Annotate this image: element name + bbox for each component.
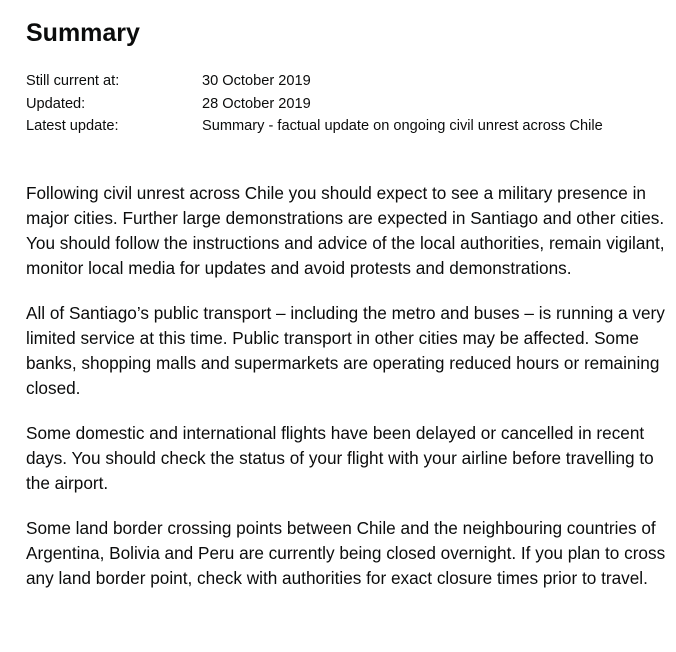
page-title: Summary (26, 19, 140, 47)
metadata-row-still-current (26, 70, 666, 93)
metadata-value: 30 October 2019 (202, 73, 311, 89)
metadata-label: Updated: (26, 95, 86, 112)
metadata-value: 28 October 2019 (202, 95, 311, 112)
paragraph-flights: Some domestic and international flights have been delayed or cancelled in recent days. You should check the status of your flight with your airline before travelling to the airport. (26, 423, 654, 493)
metadata-label: Latest update: (26, 118, 119, 134)
metadata-row-updated (26, 93, 666, 116)
paragraph-public-transport: All of Santiago’s public transport – including the metro and buses – is running a very limited service at this time. Public transport in other cities may be affected. Some banks, shopping malls and supermarkets are operating reduced hours or remaining closed. (26, 303, 665, 398)
paragraph-land-borders: Some land border crossing points between Chile and the neighbouring countries of Argentina, Bolivia and Peru are currently being closed overnight. If you plan to cross any land border point, check with authorities for exact closure times prior to travel. (26, 518, 666, 588)
paragraph-military-presence: Following civil unrest across Chile you should expect to see a military presence in major cities. Further large demonstrations are expected in Santiago and other cities. You should follow the instructions and advice of the local authorities, remain vigilant, monitor local media for updates and avoid protests and demonstrations. (26, 183, 665, 278)
metadata-row-latest-update (26, 115, 666, 138)
metadata-list (26, 70, 666, 138)
metadata-value: Summary - factual update on ongoing civil unrest across Chile (202, 118, 603, 134)
summary-body (26, 181, 666, 611)
metadata-label: Still current at: (26, 73, 120, 89)
